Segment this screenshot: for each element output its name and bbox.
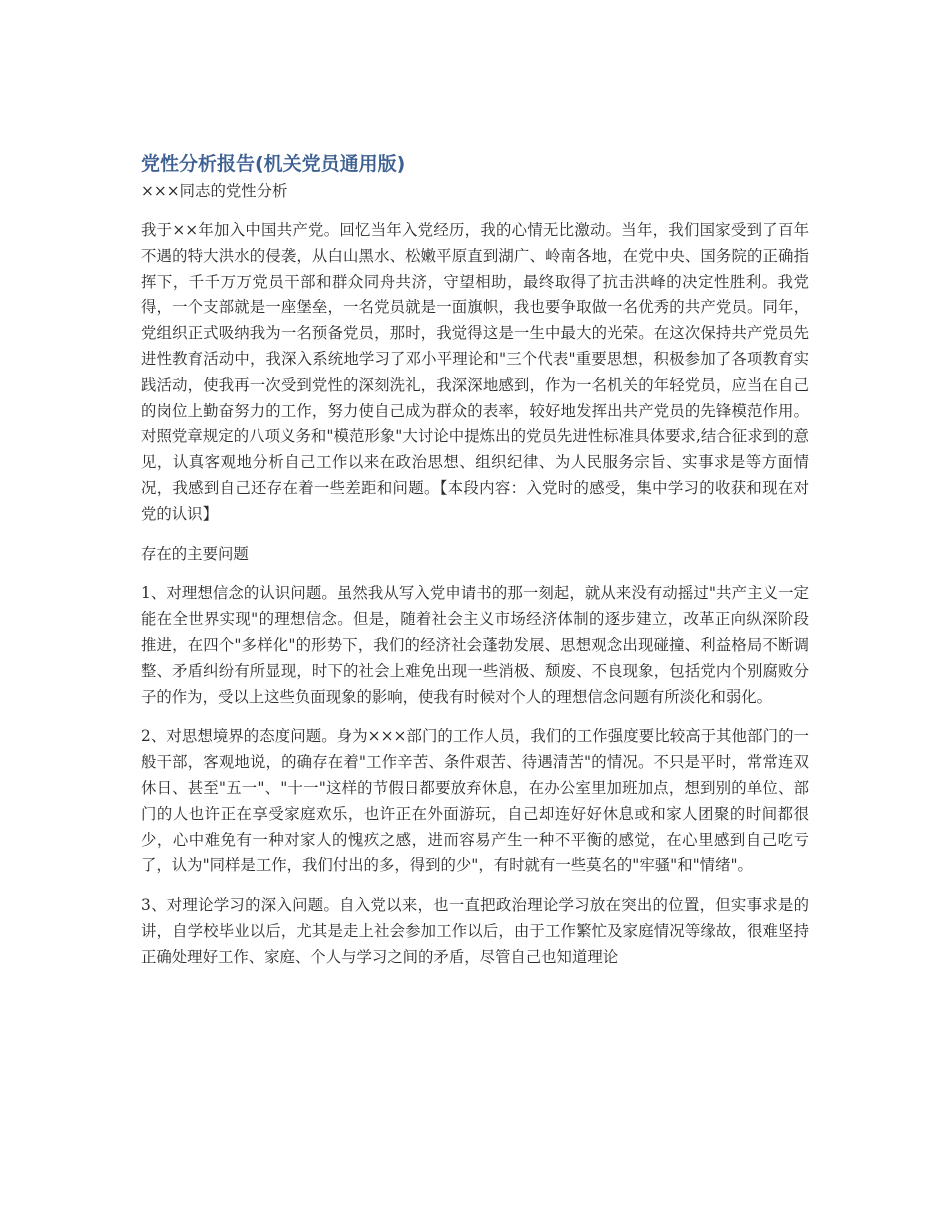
paragraph-problem-1: 1、对理想信念的认识问题。虽然我从写入党申请书的那一刻起，就从来没有动摇过"共产主义一定能在全世界实现"的理想信念。但是，随着社会主义市场经济体制的逐步建立，改革正向纵深阶段推进，在四个"多样化"的形势下，我们的经济社会蓬勃发展、思想观念出现碰撞、利益格局不断调整、矛盾纠纷有所显现，时下的社会上难免出现一些消极、颓废、不良现象，包括党内个别腐败分子的作为，受以上这些负面现象的影响，使我有时候对个人的理想信念问题有所淡化和弱化。 — [141, 584, 809, 706]
section-heading-main-problems: 存在的主要问题 — [141, 544, 249, 563]
paragraph-problem-3: 3、对理论学习的深入问题。自入党以来，也一直把政治理论学习放在突出的位置，但实事求是的讲，自学校毕业以后，尤其是走上社会参加工作以后，由于工作繁忙及家庭情况等缘故，很难坚持正确处理好工作、家庭、个人与学习之间的矛盾，尽管自己也知道理论 — [141, 896, 809, 966]
paragraph-intro: 我于××年加入中国共产党。回忆当年入党经历，我的心情无比激动。当年，我们国家受到了百年不遇的特大洪水的侵袭，从白山黑水、松嫩平原直到湖广、岭南各地，在党中央、国务院的正确指挥下，千千万万党员干部和群众同舟共济，守望相助，最终取得了抗击洪峰的决定性胜利。我党得，一个支部就是一座堡垒，一名党员就是一面旗帜，我也要争取做一名优秀的共产党员。同年，党组织正式吸纳我为一名预备党员，那时，我觉得这是一生中最大的光荣。在这次保持共产党员先进性教育活动中，我深入系统地学习了邓小平理论和"三个代表"重要思想，积极参加了各项教育实践活动，使我再一次受到党性的深刻洗礼，我深深地感到，作为一名机关的年轻党员，应当在自己的岗位上勤奋努力的工作，努力使自己成为群众的表率，较好地发挥出共产党员的先锋模范作用。对照党章规定的八项义务和"模范形象"大讨论中提炼出的党员先进性标准具体要求,结合征求到的意见，认真客观地分析自己工作以来在政治思想、组织纪律、为人民服务宗旨、实事求是等方面情况，我感到自己还存在着一些差距和问题。【本段内容：入党时的感受，集中学习的收获和现在对党的认识】 — [141, 221, 809, 523]
document-title: 党性分析报告(机关党员通用版) — [141, 153, 406, 175]
document-page — [141, 150, 809, 985]
paragraph-problem-2: 2、对思想境界的态度问题。身为×××部门的工作人员，我们的工作强度要比较高于其他部门的一般干部，客观地说，的确存在着"工作辛苦、条件艰苦、待遇清苦"的情况。不只是平时，常常连双休日、甚至"五一"、"十一"这样的节假日都要放弃休息，在办公室里加班加点，想到别的单位、部门的人也许正在享受家庭欢乐，也许正在外面游玩，自己却连好好休息或和家人团聚的时间都很少，心中难免有一种对家人的愧疚之感，进而容易产生一种不平衡的感觉，在心里感到自己吃亏了，认为"同样是工作，我们付出的多，得到的少"，有时就有一些莫名的"牢骚"和"情绪"。 — [141, 727, 809, 875]
document-subtitle: ×××同志的党性分析 — [141, 182, 288, 200]
